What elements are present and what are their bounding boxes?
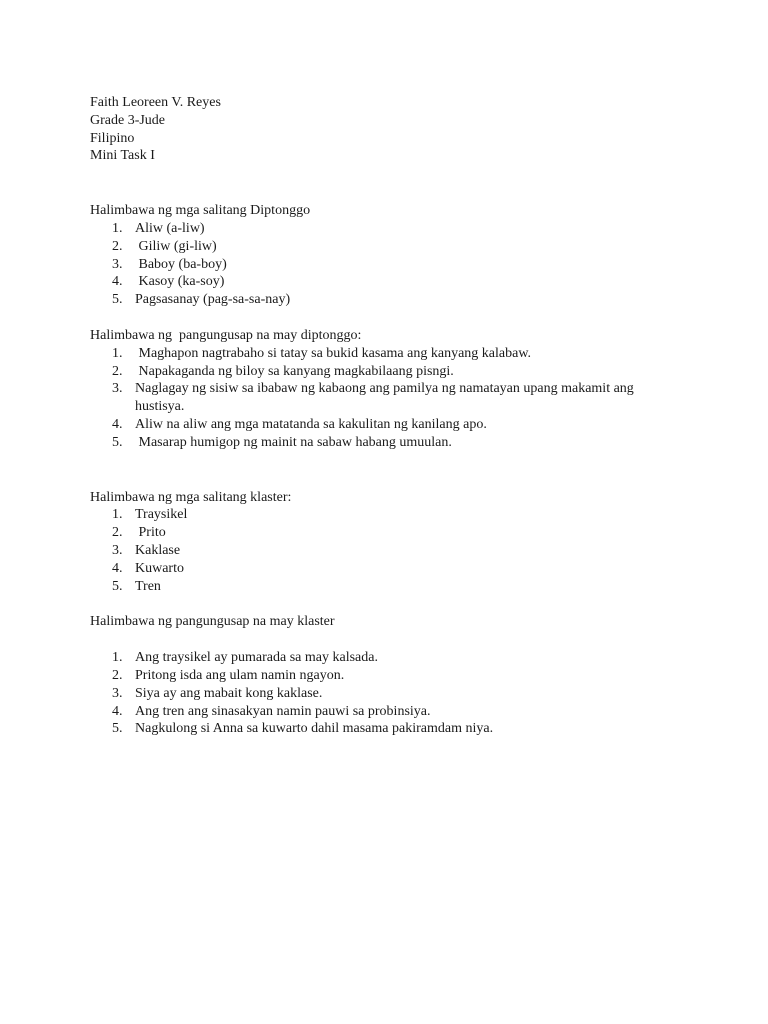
list-item (90, 542, 710, 560)
list-item (90, 363, 710, 381)
spacer (90, 595, 710, 613)
spacer (90, 165, 710, 202)
section-heading-diptonggo-sentences: Halimbawa ng pangungusap na may diptonggo: (90, 327, 362, 343)
list-item (90, 703, 710, 721)
list-number: 1. (112, 345, 123, 361)
list-text: Giliw (gi-liw) (135, 238, 217, 254)
list-text: Maghapon nagtrabaho si tatay sa bukid kasama ang kanyang kalabaw. (135, 345, 532, 361)
document-body (90, 94, 710, 738)
list-item (90, 524, 710, 542)
list-number: 5. (112, 292, 123, 308)
list-text: Traysikel (135, 507, 188, 523)
list-item (90, 720, 710, 738)
list-number: 3. (112, 542, 123, 558)
list-text: Pagsasanay (pag-sa-sa-nay) (135, 292, 291, 308)
section-heading-klaster-words: Halimbawa ng mga salitang klaster: (90, 489, 292, 505)
list-number: 2. (112, 238, 123, 254)
list-number: 4. (112, 274, 123, 290)
subject: Filipino (90, 130, 135, 146)
list-text: Kuwarto (135, 560, 184, 576)
list-item (90, 238, 710, 256)
list-number: 3. (112, 381, 123, 397)
spacer (90, 631, 710, 649)
list-item (90, 416, 710, 434)
list-text: Tren (135, 578, 161, 594)
list-item (90, 380, 710, 416)
list-text: Aliw (a-liw) (135, 220, 205, 236)
list-text: Ang traysikel ay pumarada sa may kalsada. (135, 650, 378, 666)
list-text: Aliw na aliw ang mga matatanda sa kakulitan ng kanilang apo. (135, 416, 487, 432)
list-number: 4. (112, 560, 123, 576)
list-item (90, 220, 710, 238)
list-text: Baboy (ba-boy) (135, 256, 227, 272)
section-heading-diptonggo-words: Halimbawa ng mga salitang Diptonggo (90, 203, 311, 219)
list-item (90, 506, 710, 524)
list-number: 5. (112, 721, 123, 737)
list-number: 2. (112, 363, 123, 379)
list-text: Naglagay ng sisiw sa ibabaw ng kabaong ang pamilya ng namatayan upang makamit ang hustisya. (135, 381, 634, 415)
list-number: 3. (112, 256, 123, 272)
list-item (90, 685, 710, 703)
list-number: 5. (112, 434, 123, 450)
diptonggo-sentences-list (90, 345, 710, 452)
list-number: 1. (112, 220, 123, 236)
grade-section: Grade 3-Jude (90, 112, 166, 128)
student-name: Faith Leoreen V. Reyes (90, 95, 221, 110)
list-text: Masarap humigop ng mainit na sabaw habang umuulan. (135, 434, 452, 450)
list-item (90, 434, 710, 452)
list-text: Prito (135, 525, 166, 541)
diptonggo-words-list (90, 220, 710, 309)
list-number: 1. (112, 507, 123, 523)
list-item (90, 649, 710, 667)
list-number: 4. (112, 416, 123, 432)
list-number: 2. (112, 525, 123, 541)
list-number: 1. (112, 650, 123, 666)
list-text: Kasoy (ka-soy) (135, 274, 225, 290)
section-heading-klaster-sentences: Halimbawa ng pangungusap na may klaster (90, 614, 335, 630)
list-item (90, 273, 710, 291)
list-item (90, 345, 710, 363)
list-item (90, 578, 710, 596)
list-item (90, 256, 710, 274)
list-text: Siya ay ang mabait kong kaklase. (135, 685, 323, 701)
list-text: Nagkulong si Anna sa kuwarto dahil masama pakiramdam niya. (135, 721, 494, 737)
klaster-words-list (90, 506, 710, 595)
list-item (90, 560, 710, 578)
list-number: 5. (112, 578, 123, 594)
list-number: 3. (112, 685, 123, 701)
klaster-sentences-list (90, 649, 710, 738)
list-text: Ang tren ang sinasakyan namin pauwi sa probinsiya. (135, 703, 431, 719)
list-text: Napakaganda ng biloy sa kanyang magkabilaang pisngi. (135, 363, 454, 379)
list-text: Kaklase (135, 542, 181, 558)
task-title: Mini Task I (90, 148, 155, 164)
spacer (90, 452, 710, 489)
spacer (90, 309, 710, 327)
list-number: 4. (112, 703, 123, 719)
list-item (90, 667, 710, 685)
list-number: 2. (112, 667, 123, 683)
list-text: Pritong isda ang ulam namin ngayon. (135, 667, 345, 683)
list-item (90, 291, 710, 309)
